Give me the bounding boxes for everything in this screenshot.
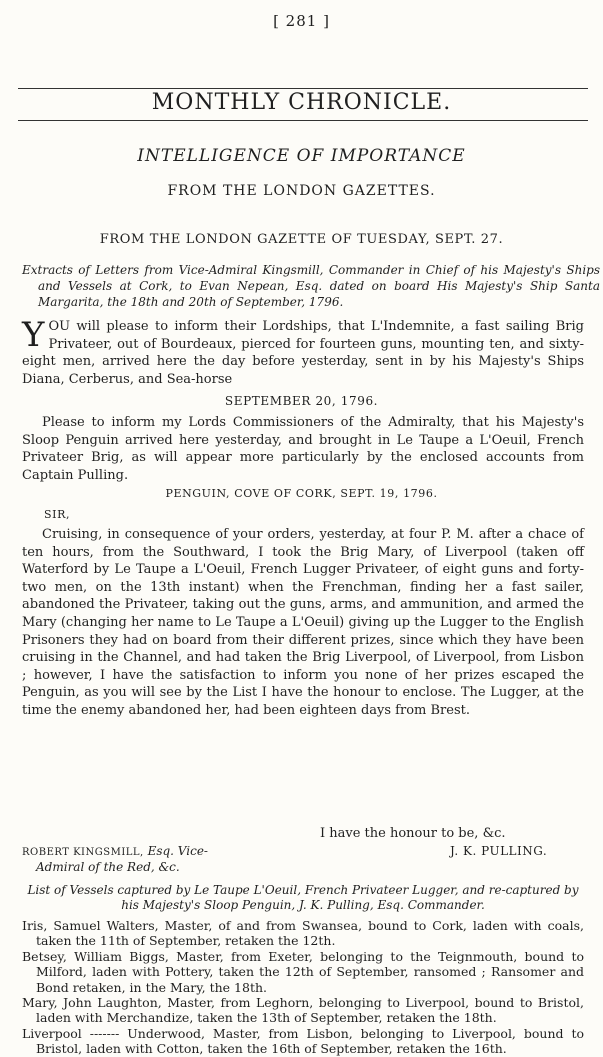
paragraph-text: OU will please to inform their Lordships, that L'Indemnite, a fast sailing Brig Privateer, out of Bourdeaux, pierced for fourteen guns, mounting ten, and sixty-eight men, arrived here the day before yesterday, sent in by his Majesty's Ships Diana, Cerberus, and Sea-horse bbox=[22, 319, 584, 387]
vessel-list bbox=[22, 918, 584, 1057]
addressee-name: ROBERT KINGSMILL, bbox=[22, 847, 144, 858]
list-item: Mary, John Laughton, Master, from Leghorn, belonging to Liverpool, bound to Bristol, laden with Merchandize, taken the 13th of September, retaken the 18th. bbox=[22, 995, 584, 1026]
section-subheading: FROM THE LONDON GAZETTES. bbox=[167, 183, 436, 199]
list-item: Liverpool ------- Underwood, Master, from Lisbon, belonging to Liverpool, bound to Bristol, laden with Cotton, taken the 16th of September, retaken the 16th. bbox=[22, 1025, 584, 1057]
masthead-rule bbox=[18, 120, 588, 121]
list-item: Iris, Samuel Walters, Master, of and from Swansea, bound to Cork, laden with coals, taken the 11th of September, retaken the 12th. bbox=[22, 918, 584, 949]
masthead-title: MONTHLY CHRONICLE. bbox=[151, 90, 452, 115]
vessel-list-title: List of Vessels captured by Le Taupe L'Oeuil, French Privateer Lugger, and re-captured by his Majesty's Sloop Penguin, J. K. Pulling, Esq. Commander. bbox=[27, 883, 579, 912]
letter-body: Cruising, in consequence of your orders, yesterday, at four P. M. after a chace of ten hours, from the Southward, I took the Brig Mary, of Liverpool (taken off Waterford by Le Taupe a L'Oeuil, French Lugger Privateer, of eight guns and forty-two men, on the 13th instant) when the Frenchman, finding her a fast sailer, abandoned the Privateer, taking out the guns, arms, and ammunition, and armed the Mary (changing her name to Le Taupe a L'Oeuil) giving up the Lugger to the English Prisoners they had on board from their different prizes, since which they have been cruising in the Channel, and had taken the Brig Liverpool, of Liverpool, from Lisbon ; however, I have the satisfaction to inform you none of her prizes escaped the Penguin, as you will see by the List I have the honour to enclose. The Lugger, at the time the enemy abandoned her, had been eighteen days from Brest. bbox=[22, 527, 584, 718]
top-rule bbox=[18, 88, 588, 89]
closing-line: I have the honour to be, &c. bbox=[320, 826, 506, 841]
addressee bbox=[22, 844, 208, 875]
addressee-title: Esq. Vice- bbox=[147, 844, 208, 858]
paragraph-indemnite bbox=[22, 315, 584, 388]
list-item: Betsey, William Biggs, Master, from Exeter, belonging to the Teignmouth, bound to Milford, laden with Pottery, taken the 12th of September, ransomed ; Ransomer and Bond retaken, in the Mary, the 18th. bbox=[22, 948, 584, 995]
letter-dateline: PENGUIN, COVE OF CORK, SEPT. 19, 1796. bbox=[165, 487, 438, 500]
section-heading: INTELLIGENCE OF IMPORTANCE bbox=[137, 146, 466, 166]
signature: J. K. PULLING. bbox=[450, 844, 548, 858]
paragraph-penguin-arrival: Please to inform my Lords Commissioners of the Admiralty, that his Majesty's Sloop Penguin arrived here yesterday, and brought in Le Taupe a L'Oeuil, French Privateer Brig, as will appear more particularly by the enclosed accounts from Captain Pulling. bbox=[22, 415, 584, 483]
extracts-heading: Extracts of Letters from Vice-Admiral Kingsmill, Commander in Chief of his Majesty's Ships and Vessels at Cork, to Evan Nepean, Esq. dated on board His Majesty's Ship Santa Margarita, the 18th and 20th of September, 1796. bbox=[22, 263, 600, 309]
drop-cap: Y bbox=[22, 315, 45, 355]
dateline-sept-20: SEPTEMBER 20, 1796. bbox=[224, 394, 379, 408]
page-number: [ 281 ] bbox=[273, 12, 330, 30]
gazette-dateline: FROM THE LONDON GAZETTE OF TUESDAY, SEPT. 27. bbox=[99, 232, 504, 247]
addressee-rank: Admiral of the Red, &c. bbox=[36, 860, 180, 874]
salutation: SIR, bbox=[44, 508, 71, 521]
